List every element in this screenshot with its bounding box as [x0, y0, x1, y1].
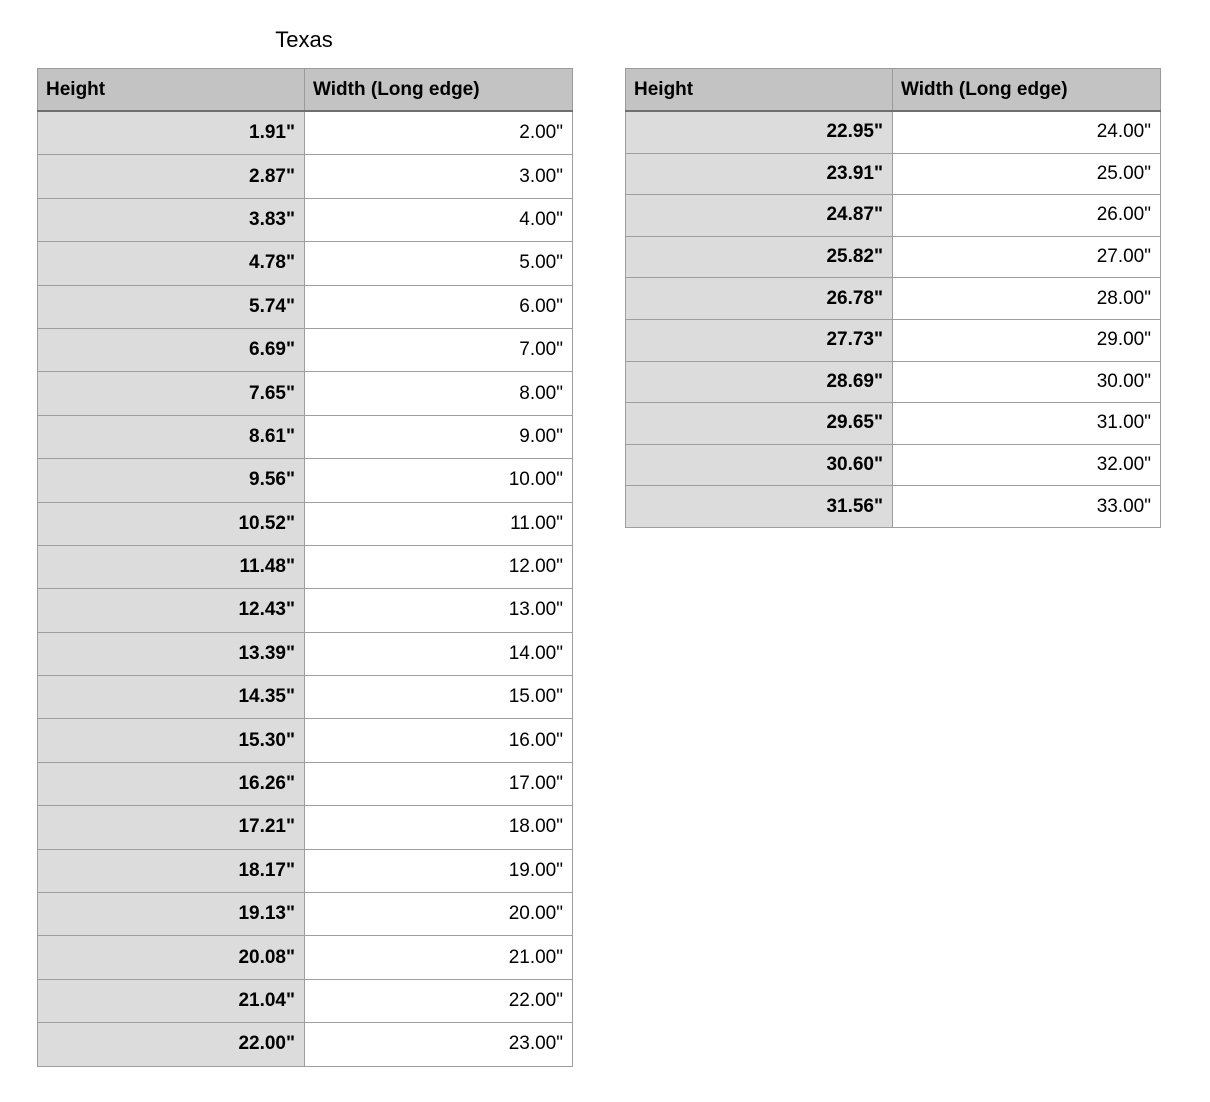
table-row	[626, 319, 1161, 361]
table-row	[38, 111, 573, 155]
table-row	[626, 278, 1161, 320]
table-row	[38, 676, 573, 719]
table-row	[38, 285, 573, 328]
column-header-height[interactable]: Height	[626, 69, 893, 112]
table-row	[38, 198, 573, 241]
column-header-width[interactable]: Width (Long edge)	[305, 69, 573, 112]
height-cell[interactable]: 6.69"	[38, 328, 305, 371]
height-cell[interactable]: 22.95"	[626, 111, 893, 153]
height-cell[interactable]: 8.61"	[38, 415, 305, 458]
height-cell[interactable]: 11.48"	[38, 545, 305, 588]
table-row	[38, 632, 573, 675]
width-cell[interactable]: 19.00"	[305, 849, 573, 892]
height-cell[interactable]: 25.82"	[626, 236, 893, 278]
height-cell[interactable]: 19.13"	[38, 893, 305, 936]
height-cell[interactable]: 2.87"	[38, 155, 305, 198]
height-cell[interactable]: 30.60"	[626, 444, 893, 486]
width-cell[interactable]: 4.00"	[305, 198, 573, 241]
width-cell[interactable]: 3.00"	[305, 155, 573, 198]
width-cell[interactable]: 16.00"	[305, 719, 573, 762]
height-cell[interactable]: 3.83"	[38, 198, 305, 241]
width-cell[interactable]: 6.00"	[305, 285, 573, 328]
height-cell[interactable]: 9.56"	[38, 459, 305, 502]
table-row	[38, 893, 573, 936]
height-cell[interactable]: 4.78"	[38, 242, 305, 285]
width-cell[interactable]: 18.00"	[305, 806, 573, 849]
height-cell[interactable]: 29.65"	[626, 403, 893, 445]
table-row	[38, 849, 573, 892]
width-cell[interactable]: 7.00"	[305, 328, 573, 371]
size-table-right	[625, 68, 1161, 528]
table-row	[38, 502, 573, 545]
table-row	[38, 372, 573, 415]
table-row	[38, 545, 573, 588]
table-row	[38, 762, 573, 805]
height-cell[interactable]: 24.87"	[626, 195, 893, 237]
table-row	[38, 459, 573, 502]
height-cell[interactable]: 12.43"	[38, 589, 305, 632]
height-cell[interactable]: 13.39"	[38, 632, 305, 675]
width-cell[interactable]: 10.00"	[305, 459, 573, 502]
table-row	[626, 444, 1161, 486]
header-row	[38, 69, 573, 112]
height-cell[interactable]: 28.69"	[626, 361, 893, 403]
height-cell[interactable]: 14.35"	[38, 676, 305, 719]
table-row	[626, 486, 1161, 528]
header-row	[626, 69, 1161, 112]
width-cell[interactable]: 2.00"	[305, 111, 573, 155]
height-cell[interactable]: 10.52"	[38, 502, 305, 545]
table-body	[626, 111, 1161, 527]
width-cell[interactable]: 12.00"	[305, 545, 573, 588]
width-cell[interactable]: 32.00"	[893, 444, 1161, 486]
table-body	[38, 111, 573, 1066]
height-cell[interactable]: 20.08"	[38, 936, 305, 979]
width-cell[interactable]: 23.00"	[305, 1023, 573, 1066]
width-cell[interactable]: 5.00"	[305, 242, 573, 285]
height-cell[interactable]: 27.73"	[626, 319, 893, 361]
sheet-title: Texas	[275, 27, 333, 52]
height-cell[interactable]: 17.21"	[38, 806, 305, 849]
width-cell[interactable]: 11.00"	[305, 502, 573, 545]
table-row	[38, 979, 573, 1022]
height-cell[interactable]: 16.26"	[38, 762, 305, 805]
width-cell[interactable]: 20.00"	[305, 893, 573, 936]
table-row	[626, 195, 1161, 237]
width-cell[interactable]: 27.00"	[893, 236, 1161, 278]
column-header-width[interactable]: Width (Long edge)	[893, 69, 1161, 112]
table-row	[626, 111, 1161, 153]
width-cell[interactable]: 25.00"	[893, 153, 1161, 195]
table-row	[38, 242, 573, 285]
height-cell[interactable]: 18.17"	[38, 849, 305, 892]
table-row	[626, 236, 1161, 278]
height-cell[interactable]: 21.04"	[38, 979, 305, 1022]
table-row	[626, 403, 1161, 445]
table-row	[38, 155, 573, 198]
height-cell[interactable]: 22.00"	[38, 1023, 305, 1066]
height-cell[interactable]: 31.56"	[626, 486, 893, 528]
width-cell[interactable]: 13.00"	[305, 589, 573, 632]
height-cell[interactable]: 1.91"	[38, 111, 305, 155]
height-cell[interactable]: 15.30"	[38, 719, 305, 762]
table-row	[38, 1023, 573, 1066]
table-row	[626, 361, 1161, 403]
size-table-left	[37, 68, 573, 1067]
table-row	[38, 719, 573, 762]
height-cell[interactable]: 23.91"	[626, 153, 893, 195]
width-cell[interactable]: 31.00"	[893, 403, 1161, 445]
table-row	[38, 328, 573, 371]
table-row	[38, 936, 573, 979]
width-cell[interactable]: 17.00"	[305, 762, 573, 805]
table-row	[38, 415, 573, 458]
height-cell[interactable]: 5.74"	[38, 285, 305, 328]
width-cell[interactable]: 8.00"	[305, 372, 573, 415]
height-cell[interactable]: 7.65"	[38, 372, 305, 415]
width-cell[interactable]: 22.00"	[305, 979, 573, 1022]
width-cell[interactable]: 28.00"	[893, 278, 1161, 320]
width-cell[interactable]: 24.00"	[893, 111, 1161, 153]
table-row	[38, 589, 573, 632]
width-cell[interactable]: 14.00"	[305, 632, 573, 675]
width-cell[interactable]: 30.00"	[893, 361, 1161, 403]
width-cell[interactable]: 21.00"	[305, 936, 573, 979]
width-cell[interactable]: 29.00"	[893, 319, 1161, 361]
width-cell[interactable]: 33.00"	[893, 486, 1161, 528]
column-header-height[interactable]: Height	[38, 69, 305, 112]
table-row	[626, 153, 1161, 195]
width-cell[interactable]: 15.00"	[305, 676, 573, 719]
height-cell[interactable]: 26.78"	[626, 278, 893, 320]
table-row	[38, 806, 573, 849]
width-cell[interactable]: 9.00"	[305, 415, 573, 458]
width-cell[interactable]: 26.00"	[893, 195, 1161, 237]
